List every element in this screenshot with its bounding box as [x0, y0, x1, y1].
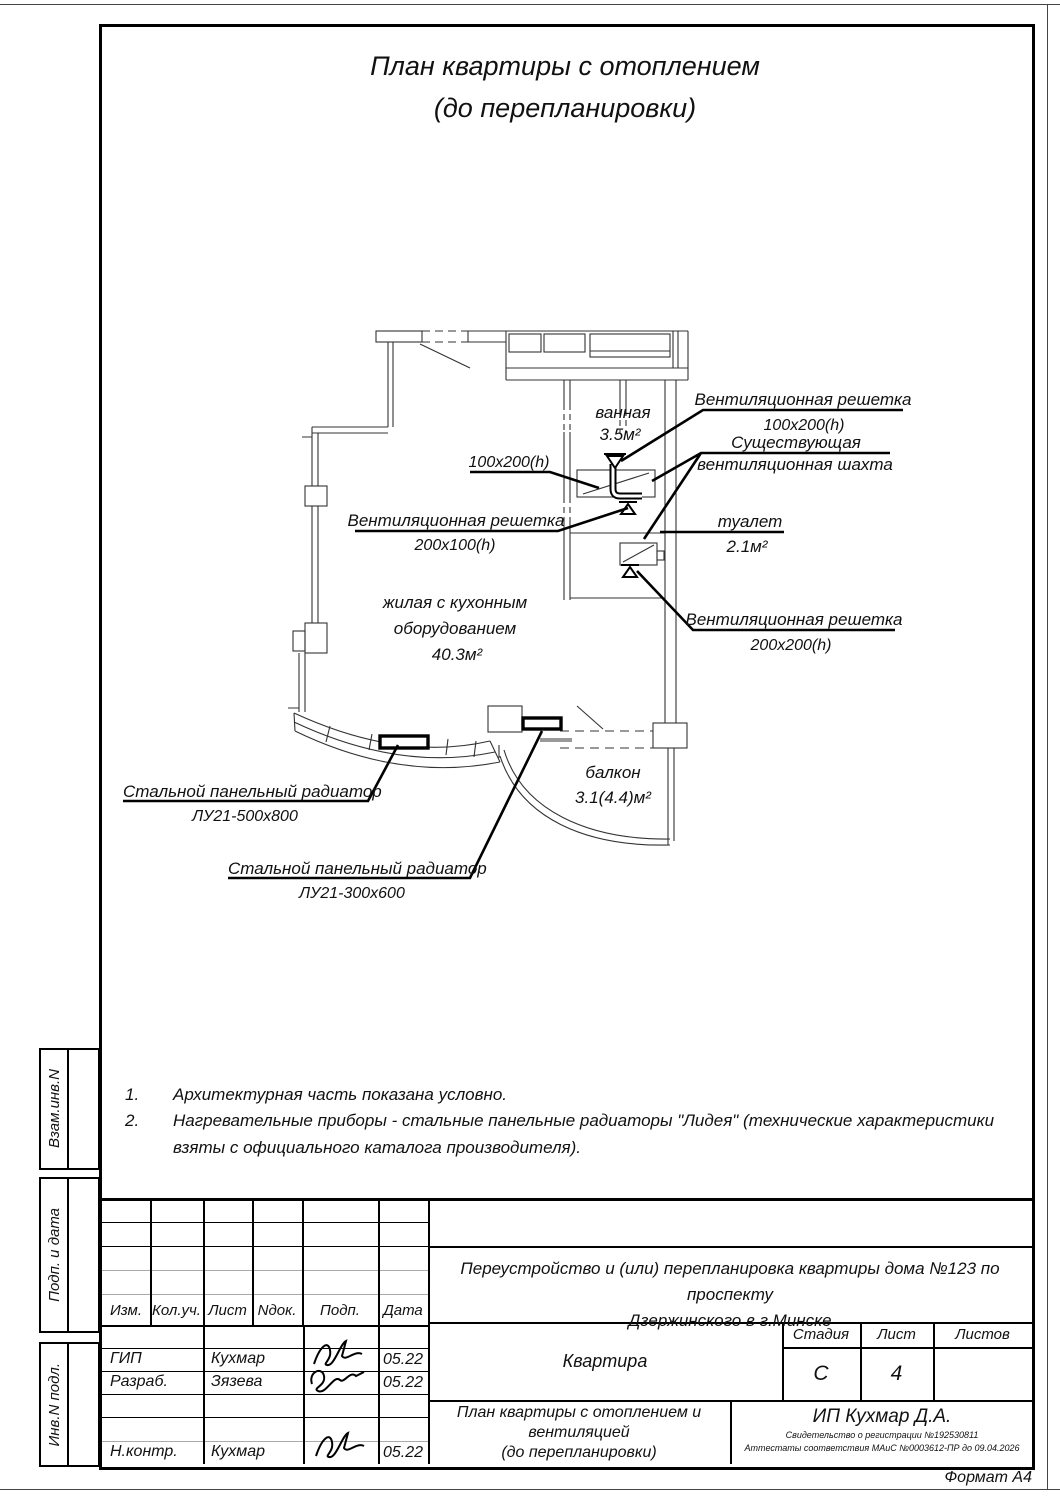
col-data: Дата: [383, 1302, 423, 1319]
sidebar-cell-podp: [39, 1177, 100, 1333]
sidebar-divider: [67, 1344, 69, 1465]
radiator-1: [380, 736, 428, 748]
living-label-line2: оборудованием: [393, 619, 517, 638]
toilet-area: 2.1м²: [726, 537, 768, 556]
grille-right-bottom-label: Вентиляционная решетка: [685, 610, 903, 629]
sheets-label: Листов: [955, 1326, 1010, 1343]
living-area: 40.3м²: [431, 645, 483, 664]
sidebar-label-inv: Инв.N подл.: [45, 1362, 63, 1447]
row-razrab-date: 05.22: [382, 1373, 424, 1391]
notes: [125, 1082, 1015, 1161]
toilet-label: туалет: [717, 512, 783, 531]
grille-right-top-size: 100x200(h): [763, 417, 845, 434]
col-podp: Подп.: [320, 1302, 360, 1319]
sidebar-divider: [67, 1050, 69, 1168]
drawing-title-line3: (до перепланировки): [501, 1444, 657, 1461]
vent-marker-up-icon-2: [623, 567, 637, 577]
row-nkontr-name: Кухмар: [211, 1443, 266, 1460]
organization: [732, 1405, 1032, 1454]
drawing-title: [432, 1403, 726, 1463]
note-2-number: 2.: [125, 1111, 140, 1131]
page-edge-bottom: [0, 1489, 1060, 1490]
grille-size-inline: 100x200(h): [468, 454, 550, 471]
project-line1: Переустройство и (или) перепланировка квартиры дома №123 по проспекту: [460, 1259, 1000, 1304]
row-nkontr-date: 05.22: [382, 1443, 424, 1461]
balcony-area: 3.1(4.4)м²: [575, 788, 651, 807]
col-ndok: Nдок.: [257, 1302, 297, 1319]
note-1-number: 1.: [125, 1085, 140, 1104]
drawing-title-line2: вентиляцией: [528, 1424, 630, 1441]
row-razrab-name: Зязева: [211, 1373, 263, 1390]
sheet-label: Лист: [877, 1326, 916, 1343]
balcony-label: балкон: [585, 763, 641, 782]
shaft-label-line1: Существующая: [731, 433, 861, 452]
grille-right-bottom-size: 200x200(h): [750, 637, 832, 654]
floor-plan: [110, 318, 922, 910]
radiator1-label: Стальной панельный радиатор: [123, 782, 382, 801]
sheets-value: [933, 1347, 1032, 1400]
object-name: Квартира: [562, 1350, 648, 1371]
format-note: Формат А4: [944, 1469, 1032, 1486]
grille-left-size: 200x100(h): [414, 537, 496, 554]
sidebar-cell-inv: [39, 1342, 100, 1467]
note-1: [125, 1082, 1015, 1108]
bathroom-label: ванная: [595, 403, 651, 422]
grille-right-top-label: Вентиляционная решетка: [694, 390, 912, 409]
sidebar-label-vzam: Взам.инв.N: [45, 1069, 63, 1149]
sidebar-label-podp: Подп. и дата: [45, 1208, 63, 1302]
sidebar-divider: [67, 1179, 69, 1331]
row-gip-date: 05.22: [382, 1350, 424, 1368]
note-1-text: Архитектурная часть показана условно.: [173, 1085, 508, 1104]
project-line2: Дзержинского в г.Минске: [628, 1311, 832, 1330]
sidebar-cell-vzam: [39, 1048, 100, 1170]
stage-label: Стадия: [792, 1326, 850, 1343]
company-name: ИП Кухмар Д.А.: [812, 1406, 952, 1427]
grille-left-label: Вентиляционная решетка: [347, 511, 565, 530]
company-attestation: Аттестаты соответствия МАиС №0003612-ПР до 09.04.2026: [744, 1443, 1020, 1453]
radiator2-model: ЛУ21-300x600: [299, 885, 405, 902]
stage-value: С: [813, 1361, 829, 1385]
signature-razrab: [306, 1364, 374, 1396]
signature-nkontr: [312, 1428, 376, 1464]
company-certificate: Свидетельство о регистрации №192530811: [785, 1430, 979, 1440]
vent-shaft-toilet: [620, 543, 664, 565]
vent-marker-down-icon: [607, 456, 623, 468]
sheet-title: [240, 45, 890, 129]
row-razrab-role: Разраб.: [110, 1373, 168, 1390]
drawing-title-line1: План квартиры с отоплением и: [456, 1404, 702, 1421]
shaft-label-line2: вентиляционная шахта: [697, 455, 893, 474]
row-gip-name: Кухмар: [211, 1350, 266, 1367]
balcony-door-swing: [577, 706, 603, 729]
sheet-value: 4: [890, 1361, 903, 1385]
bathroom-area: 3.5м²: [599, 425, 641, 444]
col-koluch: Кол.уч.: [152, 1302, 201, 1319]
entry-door-swing: [420, 344, 470, 368]
row-gip-role: ГИП: [110, 1350, 142, 1367]
row-nkontr-role: Н.контр.: [110, 1443, 178, 1460]
page-edge-top: [0, 4, 1060, 5]
radiator1-model: ЛУ21-500x800: [192, 808, 298, 825]
radiator-2: [523, 718, 561, 729]
page-edge-right: [1047, 4, 1048, 1490]
note-2: [125, 1108, 1015, 1161]
col-izm: Изм.: [110, 1302, 142, 1319]
radiator2-label: Стальной панельный радиатор: [228, 859, 487, 878]
sheet-title-line1: План квартиры с отоплением: [370, 51, 760, 81]
note-2-text: Нагревательные приборы - стальные панельные радиаторы "Лидея" (технические характеристики взяты с официального каталога производителя).: [173, 1111, 995, 1157]
col-list: Лист: [208, 1302, 247, 1319]
living-label-line1: жилая с кухонным: [382, 593, 528, 612]
sheet-title-line2: (до перепланировки): [433, 93, 697, 123]
